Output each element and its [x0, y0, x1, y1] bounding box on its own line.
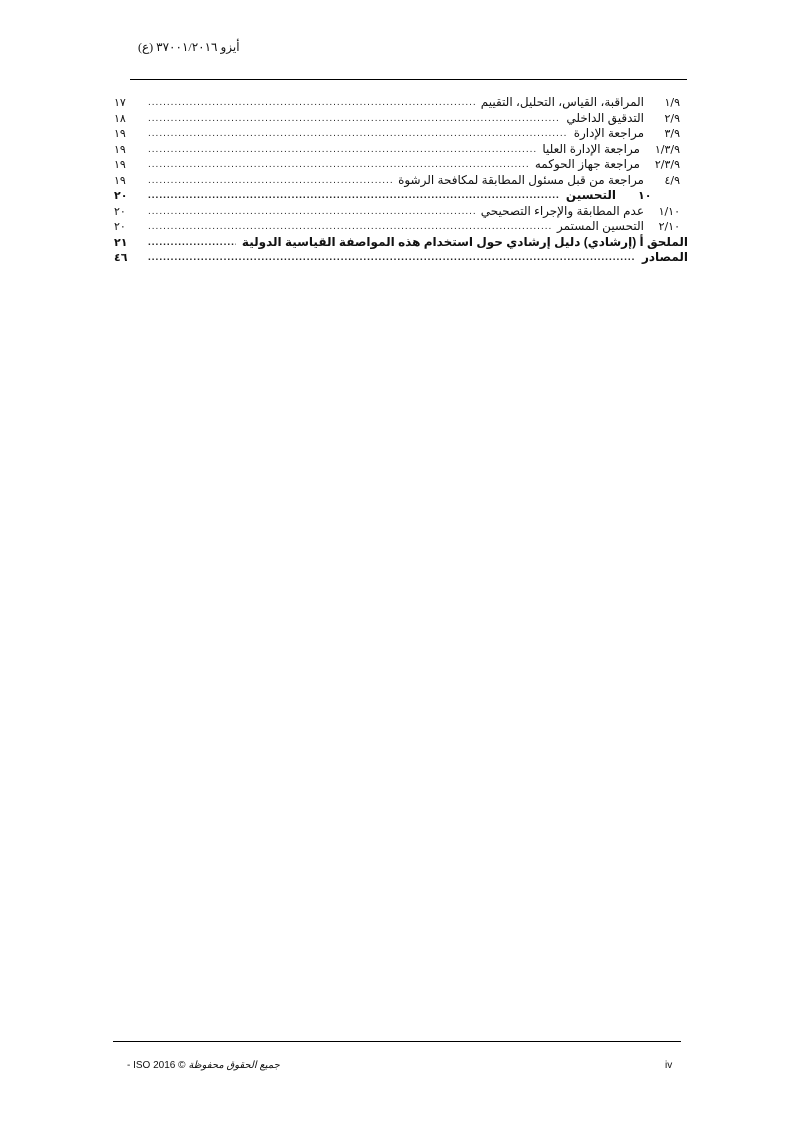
toc-page-number: ١٩ — [114, 173, 126, 187]
toc-title: عدم المطابقة والإجراء التصحيحي — [480, 203, 644, 218]
footer-divider — [113, 1041, 681, 1042]
toc-section-number: ٢/١٠ — [658, 220, 680, 233]
toc-page-number: ١٩ — [114, 158, 126, 171]
toc-title: مراجعة من قبل مسئول المطابقة لمكافحة الرشوة — [398, 172, 644, 187]
toc-page-number: ٢٠ — [114, 220, 126, 233]
toc-entry[interactable] — [114, 157, 688, 173]
toc-dot-leader — [148, 142, 536, 158]
toc-section-number: ٢/٣/٩ — [654, 158, 680, 171]
toc-page-number: ٢٠ — [114, 189, 128, 202]
toc-dot-leader — [148, 111, 560, 127]
toc-section-number: ٢/٩ — [664, 111, 680, 125]
toc-entry-body — [148, 188, 688, 204]
toc-entry-body — [148, 219, 688, 235]
toc-entry-body — [148, 173, 688, 189]
toc-dot-leader — [148, 250, 636, 266]
toc-entry[interactable] — [114, 188, 688, 204]
page-header: أيزو ٣٧٠٠١/٢٠١٦ (ع) — [138, 40, 240, 54]
toc-section-number: ١٠ — [638, 189, 652, 202]
toc-entry[interactable] — [114, 111, 688, 127]
toc-entry[interactable] — [114, 219, 688, 235]
toc-title: التدقيق الداخلي — [566, 110, 644, 125]
toc-page-number: ١٨ — [114, 111, 126, 125]
toc-section-number: ١/٣/٩ — [654, 142, 680, 156]
toc-entry[interactable] — [114, 126, 688, 142]
toc-entry-body — [148, 111, 688, 127]
toc-entry[interactable] — [114, 250, 688, 266]
toc-title: المصادر — [641, 250, 688, 264]
toc-page-number: ١٩ — [114, 127, 126, 140]
toc-entry[interactable] — [114, 142, 688, 158]
toc-entry[interactable] — [114, 235, 688, 251]
toc-entry[interactable] — [114, 95, 688, 111]
footer-copyright — [127, 1060, 280, 1071]
toc-title: مراجعة الإدارة — [573, 126, 644, 140]
toc-dot-leader — [148, 95, 475, 111]
toc-entry[interactable] — [114, 173, 688, 189]
table-of-contents — [114, 95, 688, 266]
toc-title: المراقبة، القياس، التحليل، التقييم — [480, 95, 644, 109]
footer-copyright-text: © ISO 2016 - — [127, 1060, 186, 1071]
footer-rights-text: جميع الحقوق محفوظة — [188, 1060, 280, 1071]
toc-entry-body — [148, 95, 688, 111]
toc-entry-body — [148, 204, 688, 220]
toc-dot-leader — [148, 219, 551, 235]
toc-title: مراجعة الإدارة العليا — [542, 141, 640, 156]
toc-dot-leader — [148, 157, 529, 173]
toc-section-number: ١/٩ — [664, 96, 680, 109]
toc-section-number: ١/١٠ — [658, 204, 680, 218]
toc-page-number: ١٩ — [114, 142, 126, 156]
toc-title: مراجعة جهاز الحوكمه — [534, 157, 640, 171]
toc-section-number: ٣/٩ — [664, 127, 680, 140]
toc-entry-body — [148, 250, 688, 266]
toc-title: التحسين — [565, 188, 616, 202]
toc-dot-leader — [148, 173, 392, 189]
toc-title: التحسين المستمر — [557, 219, 644, 233]
toc-page-number: ٢١ — [114, 235, 128, 249]
toc-page-number: ١٧ — [114, 96, 126, 109]
toc-title: الملحق أ (إرشادي) دليل إرشادي حول استخدام هذه المواصفة القياسية الدولية — [241, 234, 688, 249]
toc-entry-body — [148, 157, 688, 173]
toc-section-number: ٤/٩ — [664, 173, 680, 187]
toc-entry-body — [148, 235, 688, 251]
footer-page-number: iv — [665, 1060, 673, 1071]
toc-dot-leader — [148, 204, 475, 220]
toc-entry-body — [148, 142, 688, 158]
toc-entry[interactable] — [114, 204, 688, 220]
header-divider — [130, 79, 687, 80]
toc-entry-body — [148, 126, 688, 142]
toc-dot-leader — [148, 188, 560, 204]
toc-dot-leader — [148, 126, 568, 142]
toc-page-number: ٢٠ — [114, 204, 126, 218]
toc-dot-leader — [148, 235, 236, 251]
toc-page-number: ٤٦ — [114, 251, 128, 264]
